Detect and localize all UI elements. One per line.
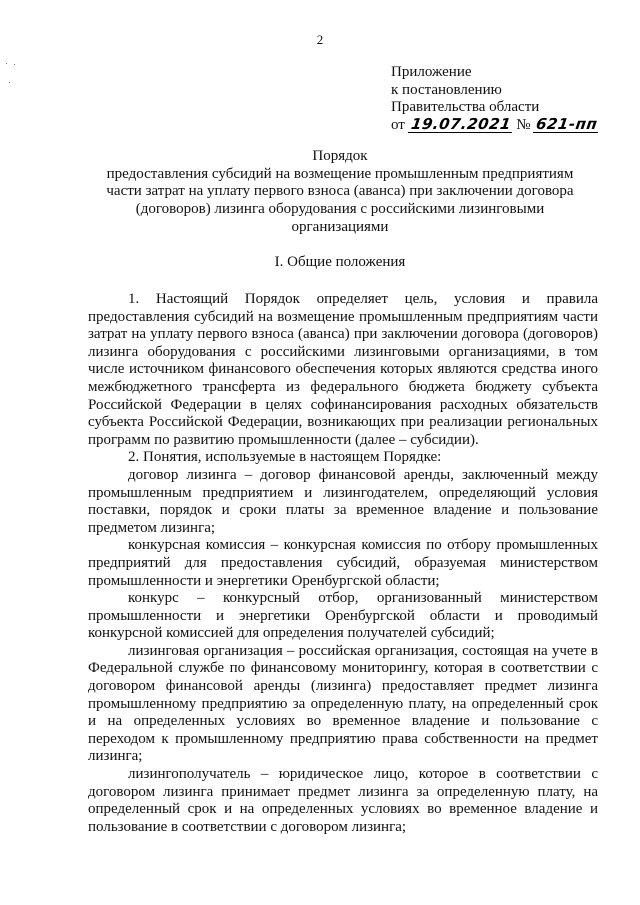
- paragraph: конкурсная комиссия – конкурсная комиссия по отбору промышленных предприятий для предоставления субсидий, образуемая министерством промышленности и энергетики Оренбургской области;: [88, 537, 598, 589]
- title-line: (договоров) лизинга оборудования с российскими лизинговыми: [135, 201, 545, 218]
- document-title: [0, 148, 640, 237]
- title-line: организациями: [291, 218, 389, 235]
- appendix-block: [391, 64, 600, 134]
- handwritten-number: 621-пп: [535, 114, 599, 133]
- paragraph: договор лизинга – договор финансовой аренды, заключенный между промышленным предприятием и лизингодателем, определяющий условия поставки, порядок и сроки платы за временное владение и пользование предметом лизинга;: [88, 466, 598, 536]
- paragraph: лизингополучатель – юридическое лицо, которое в соответствии с договором лизинга принимает предмет лизинга за определенную плату, на определенный срок и на определенных условиях во временное владение и пользование в соответствии с договором лизинга;: [88, 766, 598, 835]
- date-prefix: от: [391, 116, 405, 133]
- handwritten-date: 19.07.2021: [409, 114, 512, 133]
- appendix-line: к постановлению: [391, 81, 502, 98]
- scan-speck: [14, 64, 15, 65]
- appendix-date-line: [391, 114, 600, 135]
- paragraph: 2. Понятия, используемые в настоящем Порядке:: [128, 449, 442, 466]
- appendix-line: Приложение: [391, 64, 472, 80]
- title-line: предоставления субсидий на возмещение промышленным предприятиям: [106, 165, 574, 182]
- title-line: части затрат на уплату первого взноса (аванса) при заключении договора: [106, 183, 574, 200]
- body-text: [88, 291, 598, 836]
- scan-speck: [9, 82, 10, 83]
- appendix-line: Правительства области: [391, 99, 540, 115]
- paragraph: лизинговая организация – российская организация, состоящая на учете в Федеральной службе по финансовому мониторингу, которая в соответствии с договором финансовой аренды (лизинга) предоставляет предмет лизинга промышленному предприятию за определенную плату, на определенный срок и на определенных условиях во временное владение и пользование с переходом к промышленному предприятию права собственности на предмет лизинга;: [88, 642, 598, 765]
- number-sign: №: [516, 116, 531, 133]
- scan-speck: [6, 63, 7, 64]
- paragraph: 1. Настоящий Порядок определяет цель, условия и правила предоставления субсидий на возмещение промышленным предприятиям части затрат на уплату первого взноса (аванса) при заключении договора (договоров) лизинга оборудования с российскими лизинговыми организациями, в том числе источником финансового обеспечения которых являются средства иного межбюджетного трансферта из федерального бюджета бюджету субъекта Российской Федерации в целях софинансирования расходных обязательств субъекта Российской Федерации, возникающих при реализации региональных программ по развитию промышленности (далее – субсидии).: [88, 291, 598, 448]
- title-line: Порядок: [312, 148, 368, 164]
- section-heading: I. Общие положения: [274, 254, 406, 270]
- page-number: 2: [316, 32, 324, 47]
- paragraph: конкурс – конкурсный отбор, организованный министерством промышленности и энергетики Оренбургской области и проводимый конкурсной комиссией для определения получателей субсидий;: [88, 590, 598, 642]
